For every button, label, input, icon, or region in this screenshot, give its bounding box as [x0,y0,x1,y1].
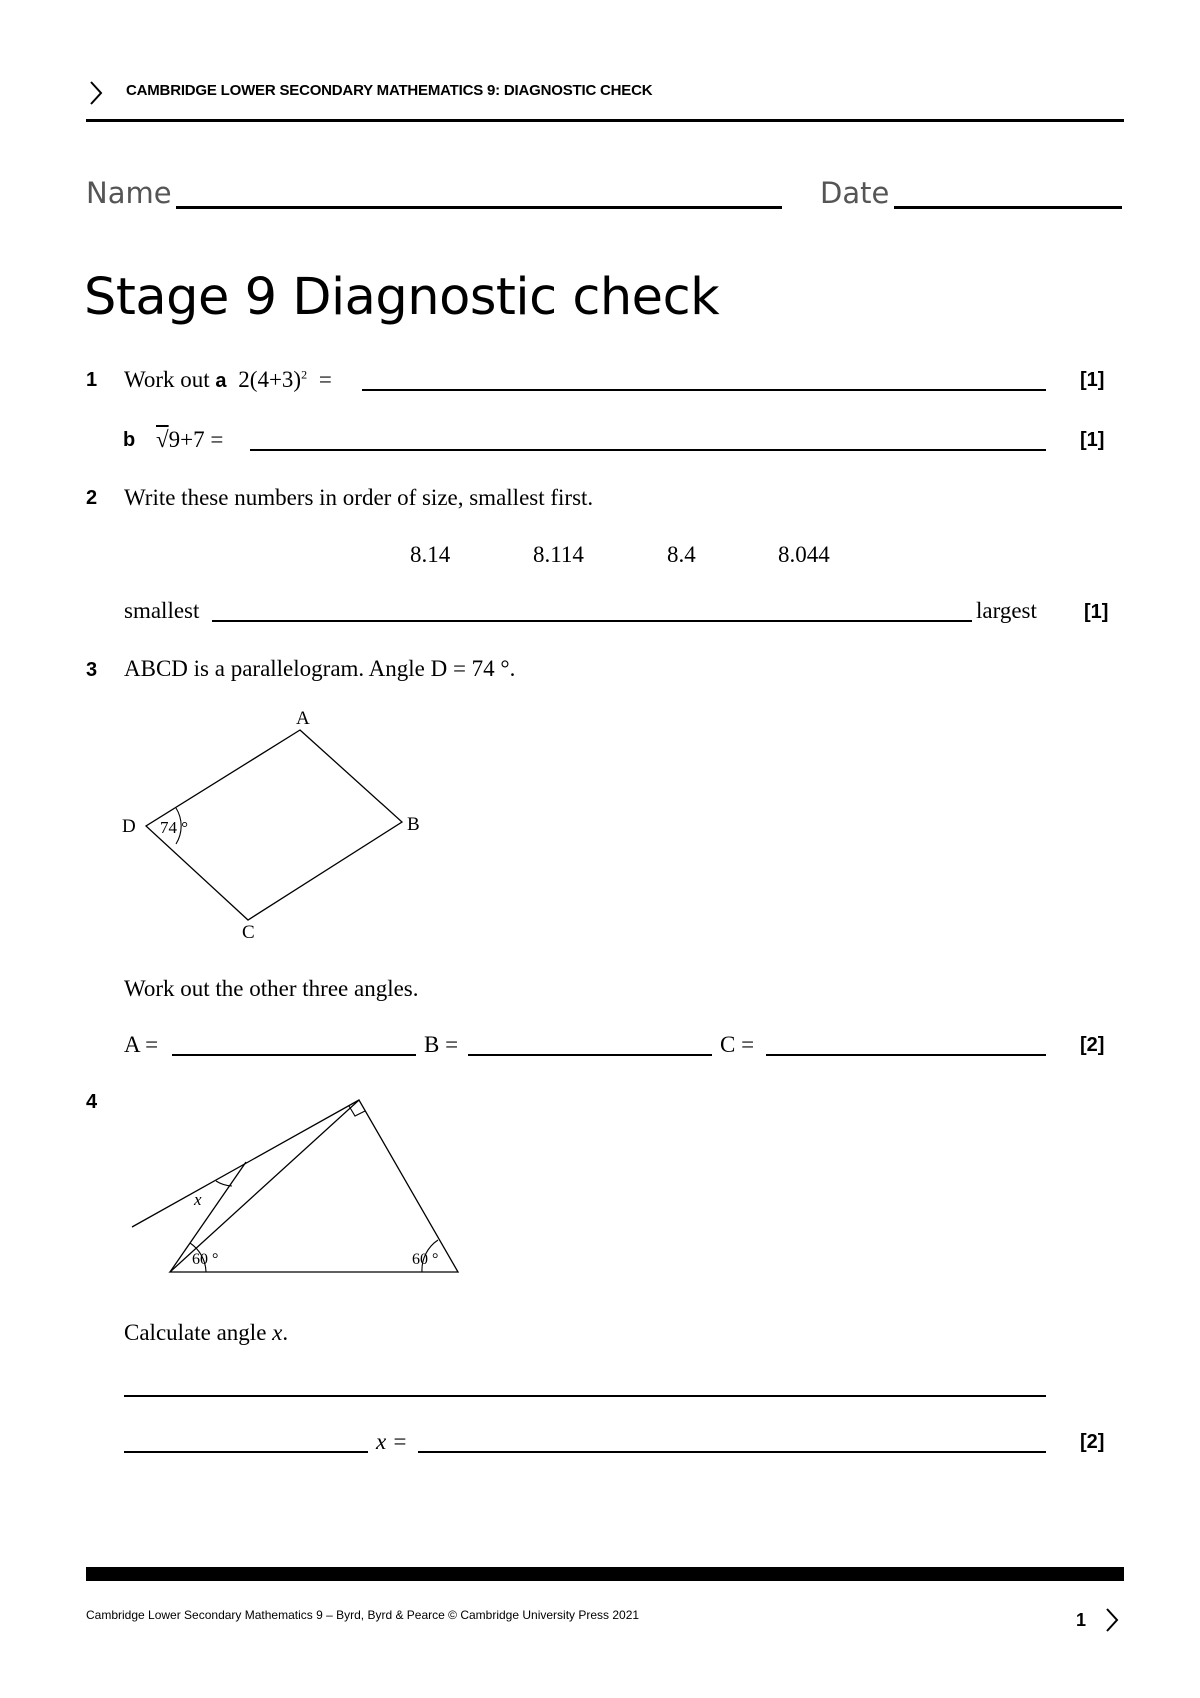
vertex-b-label: B [407,814,420,835]
name-label: Name [86,176,172,210]
q1-b-expr: 9+7 = [168,427,224,452]
square-root-icon: √ [156,427,169,452]
q3-c-label: C = [720,1032,755,1057]
q1-part-b-label: b [123,429,136,451]
q1-a-expression: 2(4+3) [238,367,302,392]
q1a-answer-line[interactable] [362,389,1046,391]
header-rule [86,119,1124,122]
q3-c-answer-line[interactable] [766,1054,1046,1056]
q2-number: 8.114 [533,542,584,567]
footer-text: Cambridge Lower Secondary Mathematics 9 – Byrd, Byrd & Pearce © Cambridge University Press 2021 [86,1608,640,1622]
q3-marks: [2] [1080,1034,1105,1056]
q1b-answer-line[interactable] [250,449,1046,451]
vertex-c-label: C [242,922,255,943]
q4-instruction [124,1320,288,1346]
q1-b-expression [156,427,223,453]
q2-text: Write these numbers in order of size, smallest first. [124,485,594,510]
question-number: 1 [86,369,98,391]
q2-marks: [1] [1084,601,1109,623]
q1-a-exponent: 2 [301,367,308,382]
name-field[interactable] [176,206,782,209]
q3-b-answer-line[interactable] [468,1054,712,1056]
vertex-d-label: D [122,816,136,837]
q2-largest-label: largest [976,598,1037,623]
q4-x-label: x = [376,1429,408,1454]
triangle-diagram [120,1090,470,1280]
chevron-right-icon[interactable] [1102,1607,1122,1633]
q1b-marks: [1] [1080,429,1105,451]
parallelogram-diagram [110,700,440,950]
q4-marks: [2] [1080,1431,1105,1453]
question-number: 4 [86,1091,98,1113]
chevron-right-icon [86,80,106,106]
q4-instruction-var: x [272,1320,283,1345]
q3-b-label: B = [424,1032,459,1057]
q1-b-radical [156,427,169,452]
header-title: CAMBRIDGE LOWER SECONDARY MATHEMATICS 9: DIAGNOSTIC CHECK [126,82,653,99]
q2-number: 8.14 [410,542,451,567]
page-title: Stage 9 Diagnostic check [84,268,720,327]
q3-a-label: A = [124,1032,159,1057]
angle-x-label: x [194,1190,202,1209]
q2-answer-line[interactable] [212,620,972,622]
q2-smallest-label: smallest [124,598,200,623]
q4-instruction-text: Calculate angle [124,1320,273,1345]
angle-left-label: 60 ° [192,1251,219,1268]
q4-working-line[interactable] [124,1395,1046,1397]
q2-number: 8.4 [667,542,696,567]
q1-text: Work out [124,367,210,392]
angle-right-label: 60 ° [412,1251,439,1268]
date-field[interactable] [894,206,1122,209]
q4-instruction-period: . [282,1320,289,1345]
q1-prompt [124,367,332,393]
date-label: Date [820,176,890,210]
question-number: 2 [86,487,98,509]
q3-text: ABCD is a parallelogram. Angle D = 74 °. [124,656,516,681]
footer-bar [86,1567,1124,1581]
q1-part-a-label: a [215,370,227,392]
q3-a-answer-line[interactable] [172,1054,416,1056]
q4-working-line-2[interactable] [124,1451,368,1453]
question-number: 3 [86,659,98,681]
page-number: 1 [1076,1610,1087,1630]
q2-number: 8.044 [778,542,830,567]
q3-instruction: Work out the other three angles. [124,976,419,1001]
q1a-marks: [1] [1080,369,1105,391]
q1-a-equals: = [318,367,332,392]
q4-answer-line[interactable] [418,1451,1046,1453]
angle-d-label: 74 ° [160,818,189,837]
vertex-a-label: A [296,708,310,729]
